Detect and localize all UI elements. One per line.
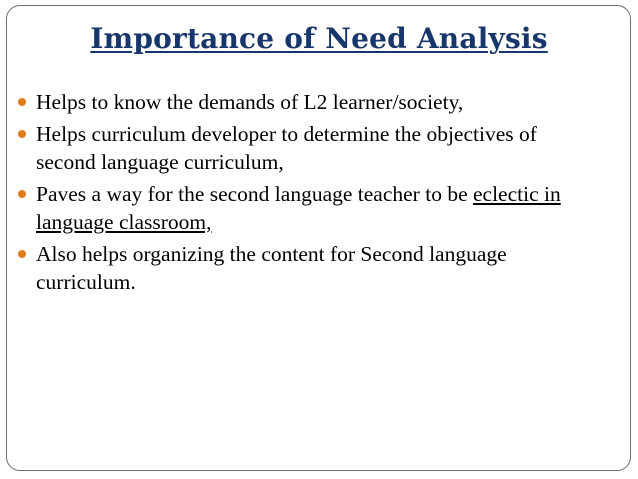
bullet-text-underlined: eclectic in language classroom, xyxy=(36,182,561,234)
bullet-text: Helps to know the demands of L2 learner/society, xyxy=(36,90,464,114)
bullet-item xyxy=(18,240,593,296)
bullet-list xyxy=(18,88,593,300)
bullet-dot-icon xyxy=(18,98,26,106)
bullet-text: Also helps organizing the content for Second language curriculum. xyxy=(36,242,507,294)
bullet-dot-icon xyxy=(18,250,26,258)
bullet-item xyxy=(18,180,593,236)
bullet-item xyxy=(18,88,593,116)
bullet-item xyxy=(18,120,593,176)
bullet-dot-icon xyxy=(18,190,26,198)
bullet-text xyxy=(36,180,593,236)
slide-title: Importance of Need Analysis xyxy=(90,22,548,55)
bullet-text-plain: Paves a way for the second language teacher to be xyxy=(36,182,473,206)
bullet-dot-icon xyxy=(18,130,26,138)
bullet-text: Helps curriculum developer to determine the objectives of second language curriculum, xyxy=(36,122,537,174)
